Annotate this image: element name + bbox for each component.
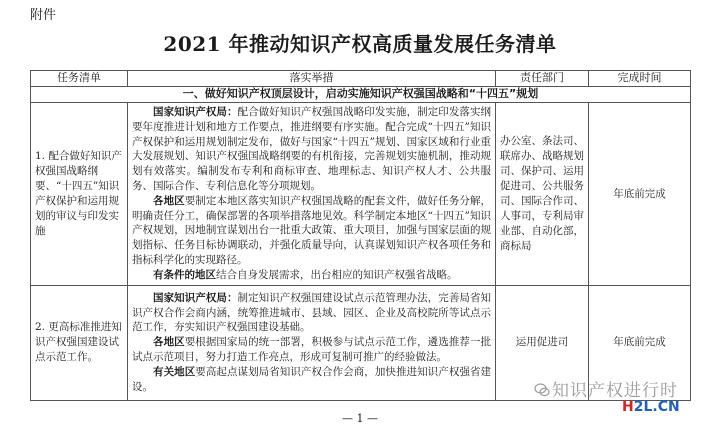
page-number: — 1 — [342, 412, 378, 425]
task-cell: 1. 配合做好知识产权强国战略纲要、“十四五”知识产权保护和运用规划的审议与印发实施 [31, 103, 128, 286]
dept-cell: 办公室、条法司、联席办、战略规划司、保护司、运用促进司、公共服务司、国际合作司、人事司，专利局审业部、自动化部，商标局 [496, 103, 589, 286]
measure-text: 结合自身发展需求，出台相应的知识产权强省战略。 [216, 268, 458, 281]
section-row [31, 87, 691, 103]
measure-lead: 国家知识产权局： [153, 291, 238, 304]
measure-lead: 各地区 [153, 194, 185, 207]
measure-text: 要高起点谋划局省知识产权合作会商，加快推进知识产权强省建设。 [132, 365, 492, 393]
dept-cell: 运用促进司 [496, 285, 589, 400]
measure-paragraph [132, 105, 491, 194]
time-cell: 年底前完成 [589, 285, 691, 400]
measure-paragraph [132, 291, 491, 335]
table-row [31, 103, 691, 286]
wechat-icon [534, 382, 550, 398]
attachment-label: 附件 [30, 8, 57, 23]
measure-text: 制定知识产权强国建设试点示范管理办法，完善局省知识产权合作会商内涵，统筹推进城市、县域、园区、企业及高校院所等试点示范工作，夯实知识产权强国建设基础。 [132, 291, 492, 334]
measure-lead: 有条件的地区 [153, 268, 216, 281]
measure-text: 要根据国家局的统一部署，积极参与试点示范工作，遴选推荐一批试点示范项目，努力打造工作亮点，形成可复制可推广的经验做法。 [132, 336, 492, 363]
measures-cell [128, 103, 496, 286]
logo-rest: 2L.CN [633, 399, 680, 415]
column-header: 任务清单 [31, 71, 128, 87]
site-logo [622, 399, 680, 415]
measure-lead: 国家知识产权局： [153, 106, 238, 118]
measure-paragraph [132, 194, 491, 268]
document-title: 2021 年推动知识产权高质量发展任务清单 [163, 32, 557, 56]
task-cell: 2. 更高标准推进知识产权强国建设试点示范工作。 [31, 285, 128, 400]
measure-paragraph [132, 268, 491, 283]
measure-text: 要制定本地区落实知识产权强国战略的配套文件，做好任务分解，明确责任分工，确保部署的各项举措落地见效。科学制定本地区“十四五”知识产权规划，因地制宜谋划出台一批重大政策、重大项目，加强与国家层面的规划指标、任务目标协调联动，并强化质量导向，认真谋划知识产权各项任务和指标科学化的实现路径。 [132, 194, 492, 266]
measure-lead: 各地区 [153, 336, 185, 349]
logo-h: H [622, 399, 634, 415]
measure-lead: 有关地区 [153, 365, 196, 378]
watermark [534, 376, 678, 401]
task-table [30, 70, 691, 401]
section-title: 一、做好知识产权顶层设计，启动实施知识产权强国战略和“十四五”规划 [31, 87, 691, 103]
column-header: 责任部门 [496, 71, 589, 87]
column-header: 落实举措 [128, 71, 496, 87]
table-header-row [31, 71, 691, 87]
column-header: 完成时间 [589, 71, 691, 87]
measure-paragraph [132, 335, 491, 365]
time-cell: 年底前完成 [589, 103, 691, 286]
measure-text: 配合做好知识产权强国战略印发实施，制定印发落实纲要年度推进计划和地方工作要点，推进纲要有序实施。配合完成“十四五”知识产权保护和运用规划制定发布，做好与国家“十四五”规划、国家区域和行业重大发展规划、知识产权强国战略纲要的有机衔接，完善规划实施机制，推动规划有效落实。编制发布专利和商标审查、地理标志、知识产权人才、公共服务、国际合作、专利信息化等分项规划。 [132, 106, 492, 192]
measure-paragraph [132, 365, 491, 395]
watermark-text: 知识产权进行时 [552, 381, 678, 401]
measures-cell [128, 285, 496, 400]
